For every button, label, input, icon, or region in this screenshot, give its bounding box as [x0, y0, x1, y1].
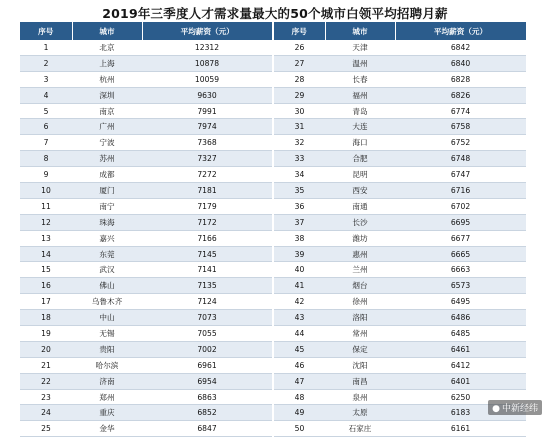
cell-city: 宁波	[72, 135, 142, 151]
table-row	[20, 246, 526, 262]
cell-city: 珠海	[72, 214, 142, 230]
watermark	[488, 400, 542, 415]
cell-city: 惠州	[325, 246, 395, 262]
cell-rank: 30	[273, 103, 325, 119]
cell-rank: 3	[20, 71, 72, 87]
table-row	[20, 389, 526, 405]
table-row	[20, 357, 526, 373]
cell-salary: 6758	[395, 119, 526, 135]
table-row	[20, 421, 526, 437]
cell-salary: 7368	[142, 135, 273, 151]
cell-rank: 26	[273, 40, 325, 55]
cell-city: 洛阳	[325, 310, 395, 326]
cell-city: 济南	[72, 373, 142, 389]
cell-salary: 6573	[395, 278, 526, 294]
cell-rank: 47	[273, 373, 325, 389]
cell-salary: 6961	[142, 357, 273, 373]
cell-rank: 44	[273, 326, 325, 342]
table-row	[20, 167, 526, 183]
cell-city: 佛山	[72, 278, 142, 294]
table-row	[20, 373, 526, 389]
cell-rank: 20	[20, 341, 72, 357]
table-row	[20, 103, 526, 119]
cell-rank: 21	[20, 357, 72, 373]
cell-city: 郑州	[72, 389, 142, 405]
cell-city: 兰州	[325, 262, 395, 278]
cell-salary: 6748	[395, 151, 526, 167]
weibo-icon: ●	[492, 404, 500, 414]
cell-salary: 9630	[142, 87, 273, 103]
cell-rank: 39	[273, 246, 325, 262]
cell-salary: 6747	[395, 167, 526, 183]
cell-rank: 9	[20, 167, 72, 183]
cell-salary: 6852	[142, 405, 273, 421]
cell-city: 常州	[325, 326, 395, 342]
cell-salary: 10059	[142, 71, 273, 87]
cell-city: 南宁	[72, 198, 142, 214]
cell-rank: 17	[20, 294, 72, 310]
cell-rank: 43	[273, 310, 325, 326]
cell-rank: 27	[273, 55, 325, 71]
cell-salary: 6716	[395, 183, 526, 199]
table-row	[20, 198, 526, 214]
table-row	[20, 310, 526, 326]
cell-rank: 19	[20, 326, 72, 342]
cell-city: 深圳	[72, 87, 142, 103]
watermark-text: 中新经纬	[501, 404, 538, 414]
cell-rank: 38	[273, 230, 325, 246]
cell-rank: 8	[20, 151, 72, 167]
cell-rank: 7	[20, 135, 72, 151]
cell-city: 厦门	[72, 183, 142, 199]
cell-city: 无锡	[72, 326, 142, 342]
cell-rank: 4	[20, 87, 72, 103]
cell-city: 上海	[72, 55, 142, 71]
cell-city: 青岛	[325, 103, 395, 119]
cell-city: 天津	[325, 40, 395, 55]
cell-city: 金华	[72, 421, 142, 437]
table-row	[20, 214, 526, 230]
cell-city: 南通	[325, 198, 395, 214]
table-row	[20, 151, 526, 167]
header-salary-left: 平均薪资（元）	[142, 22, 273, 40]
cell-city: 贵阳	[72, 341, 142, 357]
cell-salary: 12312	[142, 40, 273, 55]
cell-salary: 6161	[395, 421, 526, 437]
cell-salary: 6842	[395, 40, 526, 55]
cell-rank: 33	[273, 151, 325, 167]
cell-rank: 32	[273, 135, 325, 151]
cell-city: 东莞	[72, 246, 142, 262]
header-city-right: 城市	[325, 22, 395, 40]
cell-city: 徐州	[325, 294, 395, 310]
cell-city: 成都	[72, 167, 142, 183]
cell-city: 广州	[72, 119, 142, 135]
cell-salary: 7272	[142, 167, 273, 183]
cell-rank: 42	[273, 294, 325, 310]
cell-city: 哈尔滨	[72, 357, 142, 373]
cell-salary: 6774	[395, 103, 526, 119]
cell-salary: 7166	[142, 230, 273, 246]
cell-rank: 50	[273, 421, 325, 437]
cell-rank: 29	[273, 87, 325, 103]
header-rank-right: 序号	[273, 22, 325, 40]
cell-rank: 34	[273, 167, 325, 183]
cell-salary: 6663	[395, 262, 526, 278]
table-row	[20, 87, 526, 103]
cell-salary: 6826	[395, 87, 526, 103]
table-row	[20, 40, 526, 55]
cell-salary: 7145	[142, 246, 273, 262]
cell-city: 泉州	[325, 389, 395, 405]
cell-city: 西安	[325, 183, 395, 199]
cell-rank: 25	[20, 421, 72, 437]
cell-city: 南昌	[325, 373, 395, 389]
cell-salary: 6847	[142, 421, 273, 437]
table-row	[20, 262, 526, 278]
page-title: 2019年三季度人才需求量最大的50个城市白领平均招聘月薪	[102, 6, 448, 21]
table-body	[20, 40, 526, 437]
cell-rank: 36	[273, 198, 325, 214]
cell-city: 乌鲁木齐	[72, 294, 142, 310]
cell-city: 长沙	[325, 214, 395, 230]
cell-salary: 6183	[395, 405, 526, 421]
cell-salary: 7172	[142, 214, 273, 230]
cell-rank: 18	[20, 310, 72, 326]
table-row	[20, 71, 526, 87]
cell-rank: 49	[273, 405, 325, 421]
cell-salary: 7141	[142, 262, 273, 278]
cell-city: 保定	[325, 341, 395, 357]
cell-city: 烟台	[325, 278, 395, 294]
cell-city: 福州	[325, 87, 395, 103]
cell-salary: 6250	[395, 389, 526, 405]
cell-rank: 1	[20, 40, 72, 55]
cell-rank: 31	[273, 119, 325, 135]
cell-rank: 23	[20, 389, 72, 405]
cell-salary: 7327	[142, 151, 273, 167]
cell-salary: 7073	[142, 310, 273, 326]
table-row	[20, 183, 526, 199]
cell-salary: 7991	[142, 103, 273, 119]
cell-city: 中山	[72, 310, 142, 326]
cell-rank: 10	[20, 183, 72, 199]
cell-city: 海口	[325, 135, 395, 151]
cell-rank: 24	[20, 405, 72, 421]
cell-rank: 37	[273, 214, 325, 230]
cell-city: 杭州	[72, 71, 142, 87]
cell-rank: 11	[20, 198, 72, 214]
cell-city: 石家庄	[325, 421, 395, 437]
cell-salary: 6677	[395, 230, 526, 246]
table-row	[20, 230, 526, 246]
cell-rank: 41	[273, 278, 325, 294]
cell-rank: 13	[20, 230, 72, 246]
cell-salary: 7002	[142, 341, 273, 357]
cell-city: 苏州	[72, 151, 142, 167]
cell-salary: 7135	[142, 278, 273, 294]
table-header-row	[20, 22, 526, 40]
cell-city: 合肥	[325, 151, 395, 167]
cell-city: 潍坊	[325, 230, 395, 246]
cell-rank: 46	[273, 357, 325, 373]
cell-rank: 5	[20, 103, 72, 119]
table-row	[20, 135, 526, 151]
cell-salary: 6828	[395, 71, 526, 87]
cell-city: 武汉	[72, 262, 142, 278]
header-salary-right: 平均薪资（元）	[395, 22, 526, 40]
cell-city: 重庆	[72, 405, 142, 421]
cell-rank: 28	[273, 71, 325, 87]
cell-city: 南京	[72, 103, 142, 119]
cell-rank: 45	[273, 341, 325, 357]
cell-salary: 6412	[395, 357, 526, 373]
cell-salary: 6495	[395, 294, 526, 310]
cell-rank: 6	[20, 119, 72, 135]
table-row	[20, 341, 526, 357]
cell-city: 昆明	[325, 167, 395, 183]
cell-salary: 6695	[395, 214, 526, 230]
cell-salary: 6863	[142, 389, 273, 405]
cell-city: 太原	[325, 405, 395, 421]
cell-rank: 14	[20, 246, 72, 262]
cell-rank: 48	[273, 389, 325, 405]
table-row	[20, 55, 526, 71]
cell-rank: 12	[20, 214, 72, 230]
cell-rank: 40	[273, 262, 325, 278]
cell-salary: 7181	[142, 183, 273, 199]
cell-salary: 6840	[395, 55, 526, 71]
cell-city: 长春	[325, 71, 395, 87]
cell-rank: 16	[20, 278, 72, 294]
salary-table	[20, 22, 527, 437]
cell-salary: 6752	[395, 135, 526, 151]
cell-city: 北京	[72, 40, 142, 55]
cell-salary: 6665	[395, 246, 526, 262]
cell-salary: 6954	[142, 373, 273, 389]
cell-city: 沈阳	[325, 357, 395, 373]
cell-city: 嘉兴	[72, 230, 142, 246]
cell-city: 温州	[325, 55, 395, 71]
cell-salary: 10878	[142, 55, 273, 71]
cell-rank: 2	[20, 55, 72, 71]
cell-rank: 15	[20, 262, 72, 278]
cell-salary: 7055	[142, 326, 273, 342]
table-row	[20, 278, 526, 294]
table-row	[20, 405, 526, 421]
cell-salary: 6702	[395, 198, 526, 214]
cell-rank: 35	[273, 183, 325, 199]
cell-rank: 22	[20, 373, 72, 389]
cell-salary: 7124	[142, 294, 273, 310]
header-city-left: 城市	[72, 22, 142, 40]
cell-salary: 6401	[395, 373, 526, 389]
cell-city: 大连	[325, 119, 395, 135]
cell-salary: 6461	[395, 341, 526, 357]
cell-salary: 6485	[395, 326, 526, 342]
cell-salary: 6486	[395, 310, 526, 326]
cell-salary: 7974	[142, 119, 273, 135]
cell-salary: 7179	[142, 198, 273, 214]
table-row	[20, 326, 526, 342]
table-row	[20, 119, 526, 135]
header-rank-left: 序号	[20, 22, 72, 40]
table-row	[20, 294, 526, 310]
